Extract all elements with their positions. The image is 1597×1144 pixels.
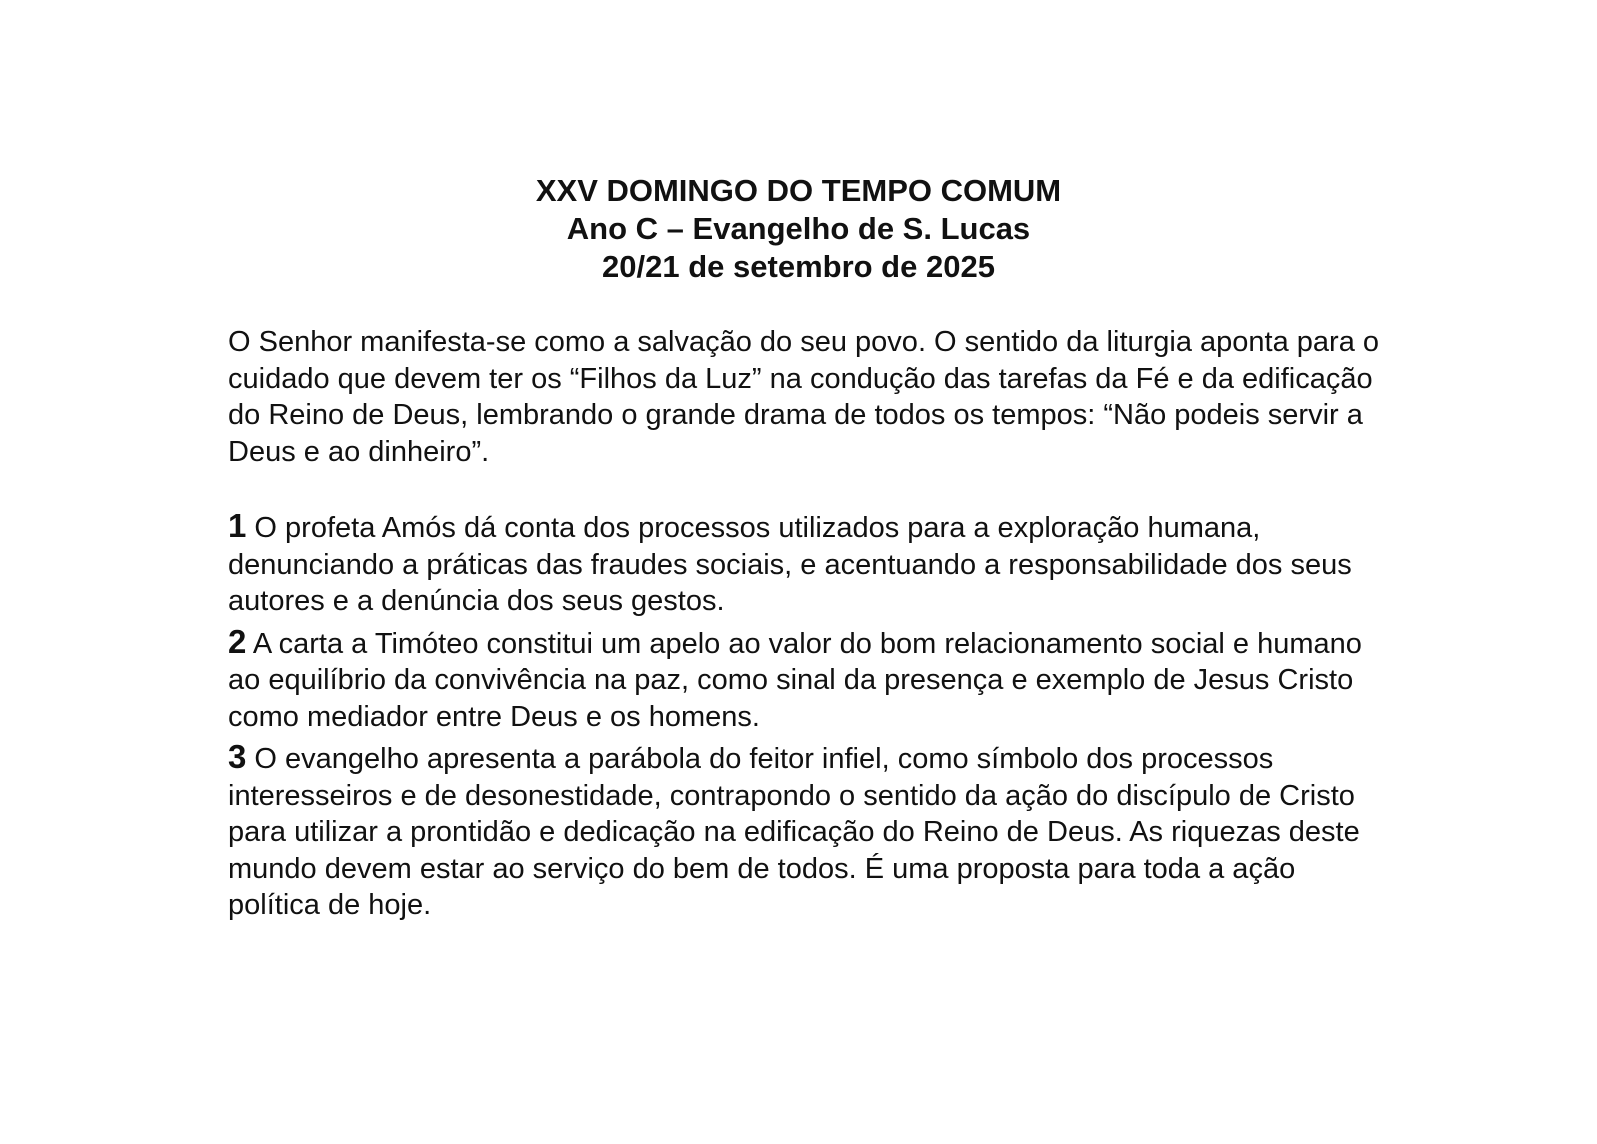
header — [0, 172, 1597, 286]
reading-point-1 — [228, 508, 1388, 620]
page-subtitle: Ano C – Evangelho de S. Lucas — [566, 211, 1031, 246]
point-number: 2 — [228, 622, 247, 660]
point-text: A carta a Timóteo constitui um apelo ao valor do bom relacionamento social e humano ao equilíbrio da convivência na paz, como sinal da presença e exemplo de Jesus Cristo como mediador entre Deus e os homens. — [228, 627, 1362, 733]
reading-point-3 — [228, 739, 1388, 924]
intro-paragraph: O Senhor manifesta-se como a salvação do seu povo. O sentido da liturgia aponta para o cuidado que devem ter os “Filhos da Luz” na condução das tarefas da Fé e da edificação do Reino de Deus, lembrando o grande drama de todos os tempos: “Não podeis servir a Deus e ao dinheiro”. — [228, 326, 1380, 468]
reading-point-2 — [228, 624, 1388, 736]
point-number: 1 — [228, 507, 247, 544]
point-number: 3 — [228, 738, 247, 775]
page-date: 20/21 de setembro de 2025 — [602, 249, 995, 284]
document-body — [228, 324, 1388, 928]
point-text: O profeta Amós dá conta dos processos utilizados para a exploração humana, denunciando a práticas das fraudes sociais, e acentuando a responsabilidade dos seus autores e a denúncia dos seus gestos. — [228, 512, 1352, 617]
page-title: XXV DOMINGO DO TEMPO COMUM — [535, 173, 1062, 208]
point-text: O evangelho apresenta a parábola do feitor infiel, como símbolo dos processos interesseiros e de desonestidade, contrapondo o sentido da ação do discípulo de Cristo para utilizar a prontidão e dedicação na edificação do Reino de Deus. As riquezas deste mundo devem estar ao serviço do bem de todos. É uma proposta para toda a ação política de hoje. — [228, 743, 1360, 921]
